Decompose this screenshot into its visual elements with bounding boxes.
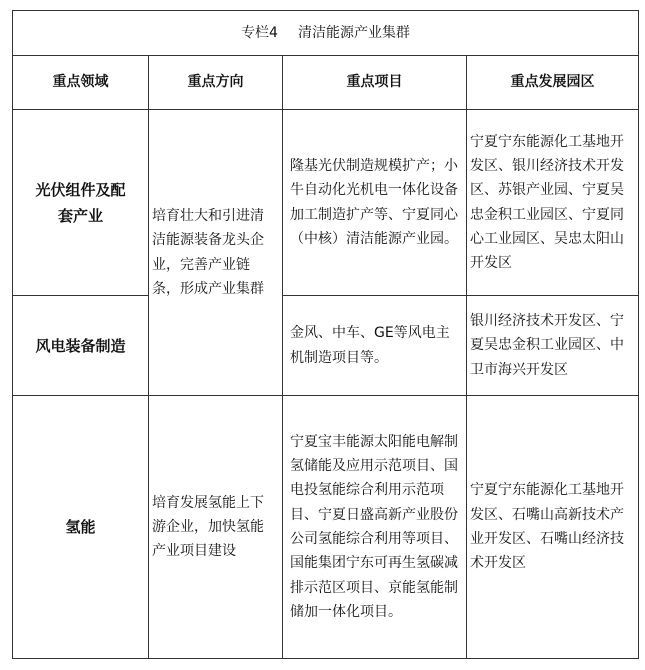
row-direction [149,396,283,659]
caption-title: 清洁能源产业集群 [297,24,410,41]
header-direction: 重点方向 [149,56,283,110]
table-row [13,296,639,396]
header-projects: 重点项目 [283,56,467,110]
row-domain [13,110,149,296]
row-parks [467,396,639,659]
table-row [13,396,639,659]
row-projects [283,296,467,396]
projects-text: 宁夏宝丰能源太阳能电解制氢储能及应用示范项目、国电投氢能综合利用示范项目、宁夏日盛高新产业股份公司氢能综合利用等项目、国能集团宁东可再生氢碳减排示范区项目、京能氢能制储加一体化项目。 [290,433,458,620]
parks-text: 宁夏宁东能源化工基地开发区、石嘴山高新技术产业开发区、石嘴山经济技术开发区 [470,482,624,572]
row-parks [467,296,639,396]
domain-text: 氢能 [65,518,96,536]
parks-text: 银川经济技术开发区、宁夏吴忠金积工业园区、中卫市海兴开发区 [470,313,624,378]
header-domain: 重点领域 [13,56,149,110]
header-row [13,56,639,110]
clean-energy-cluster-table [12,10,639,659]
projects-text: 隆基光伏制造规模扩产；小牛自动化光机电一体化设备加工制造扩产等、宁夏同心（中核）清洁能源产业园。 [290,157,458,247]
row-projects [283,396,467,659]
row-parks [467,110,639,296]
table-row [13,110,639,296]
direction-text: 培育壮大和引进清洁能源装备龙头企业，完善产业链条，形成产业集群 [152,207,264,297]
parks-text: 宁夏宁东能源化工基地开发区、银川经济技术开发区、苏银产业园、宁夏吴忠金积工业园区、宁夏同心工业园区、吴忠太阳山开发区 [470,133,624,272]
projects-text: 金风、中车、GE等风电主机制造项目等。 [290,325,450,366]
row-projects [283,110,467,296]
direction-text: 培育发展氢能上下游企业，加快氢能产业项目建设 [152,494,264,560]
row-direction [149,110,283,396]
row-domain [13,396,149,659]
row-domain [13,296,149,396]
table-caption [13,11,639,56]
domain-text: 光伏组件及配套产业 [35,180,126,225]
header-parks: 重点发展园区 [467,56,639,110]
caption-number: 专栏4 [241,24,278,41]
domain-text: 风电装备制造 [35,336,126,355]
